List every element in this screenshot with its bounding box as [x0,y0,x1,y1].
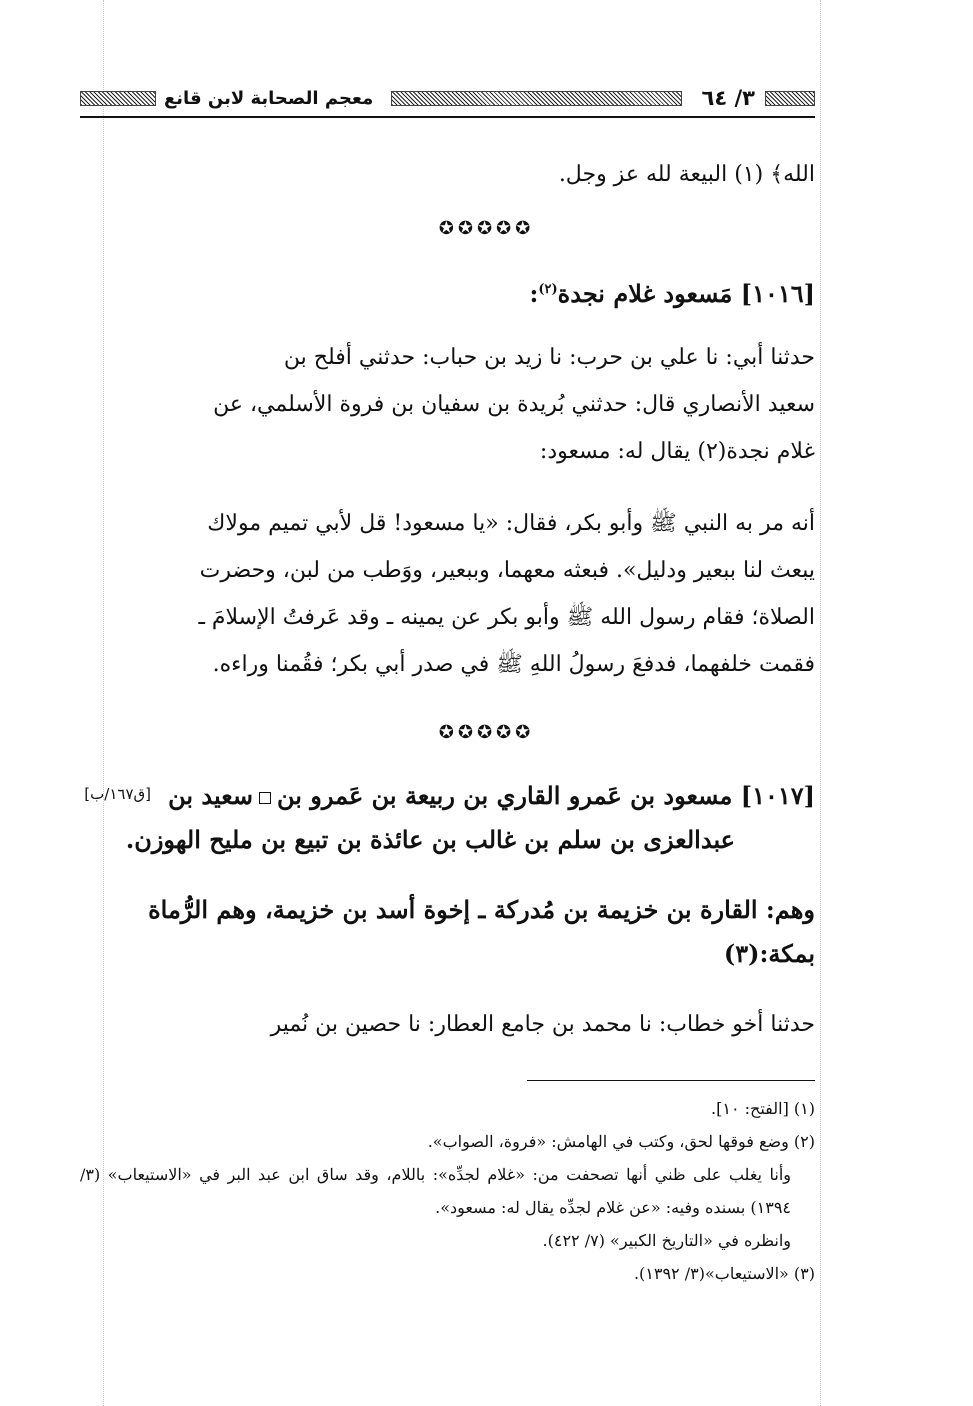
entry-heading-line-2: عبدالعزى بن سلم بن غالب بن عائذة بن تبيع بن مليح الهوزن. [125,825,735,854]
text-line: حدثنا أبي: نا علي بن حرب: نا زيد بن حباب: حدثني أفلح بن [283,345,815,370]
isnad-paragraph [80,334,815,475]
hadith-start-line: حدثنا أخو خطاب: نا محمد بن جامع العطار: نا حصين بن نُمير [270,1012,815,1037]
footnote-separator [527,1080,815,1081]
footnotes-list [80,1092,815,1290]
footnote: (٣) «الاستيعاب»(٣/ ١٣٩٢). [633,1264,815,1283]
footnote: (١) [الفتح: ١٠]. [711,1099,815,1118]
text-line: يبعث لنا ببعير ودليل». فبعثه معهما، وببعير، ووَطب من لبن، وحضرت [199,558,815,583]
text-line: أنه مر به النبي ﷺ وأبو بكر، فقال: «يا مسعود! قل لأبي تميم مولاك [207,511,815,536]
entry-heading-line-1 [80,774,815,818]
text-line: الصلاة؛ فقام رسول الله ﷺ وأبو بكر عن يمينه ـ وقد عَرفتُ الإسلامَ ـ [198,605,815,630]
header-ornament [80,91,156,106]
footnote-marker: (٢) [538,282,558,297]
text-line: بمكة:(٣) [723,939,815,968]
running-header [80,80,815,118]
header-ornament [391,91,681,106]
text-line: سعيد الأنصاري قال: حدثني بُريدة بن سفيان بن فروة الأسلمي، عن [213,392,815,417]
entry-heading-1017 [80,774,815,862]
page-number: ٣/ ٦٤ [701,86,755,110]
text-line: وهم: القارة بن خزيمة بن مُدركة ـ إخوة أسد بن خزيمة، وهم الرُّماة [148,895,815,924]
opening-line: الله﴾ (١) البيعة لله عز وجل. [558,162,815,187]
square-marker-icon [259,792,271,804]
scan-artifact-line [820,0,821,1406]
matn-paragraph [80,500,815,688]
text-line: فقمت خلفهما، فدفعَ رسولُ اللهِ ﷺ في صدر أبي بكر؛ فقُمنا وراءه. [212,652,815,677]
section-separator: ✪✪✪✪✪ [438,722,535,743]
entry-heading-text: [١٠١٧] مسعود بن عَمرو القاري بن ربيعة بن عَمرو بن [276,781,815,810]
book-title: معجم الصحابة لابن قانع [164,87,374,109]
header-ornament [765,91,815,106]
manuscript-folio-reference: [ق١٦٧/ب] [84,785,151,803]
footnote: وانظره في «التاريخ الكبير» (٧/ ٤٢٢). [542,1231,791,1250]
entry-heading-text: سعيد بن [168,781,253,810]
text-line: غلام نجدة(٢) يقال له: مسعود: [539,439,815,464]
tribe-description [80,888,815,976]
footnote: وأنا يغلب على ظني أنها تصحفت من: «غلام لجدِّه»: باللام، وقد ساق ابن عبد البر في «الاستيعاب» (٣/ ١٣٩٤) بسنده وفيه: «عن غلام لجدِّه يقال له: مسعود». [80,1165,791,1217]
entry-heading-colon: : [529,279,539,308]
entry-heading-text: [١٠١٦] مَسعود غلام نجدة [557,279,815,308]
section-separator: ✪✪✪✪✪ [438,218,535,239]
footnote: (٢) وضع فوقها لحق، وكتب في الهامش: «فروة، الصواب». [427,1132,815,1151]
entry-heading-1016 [529,275,815,309]
